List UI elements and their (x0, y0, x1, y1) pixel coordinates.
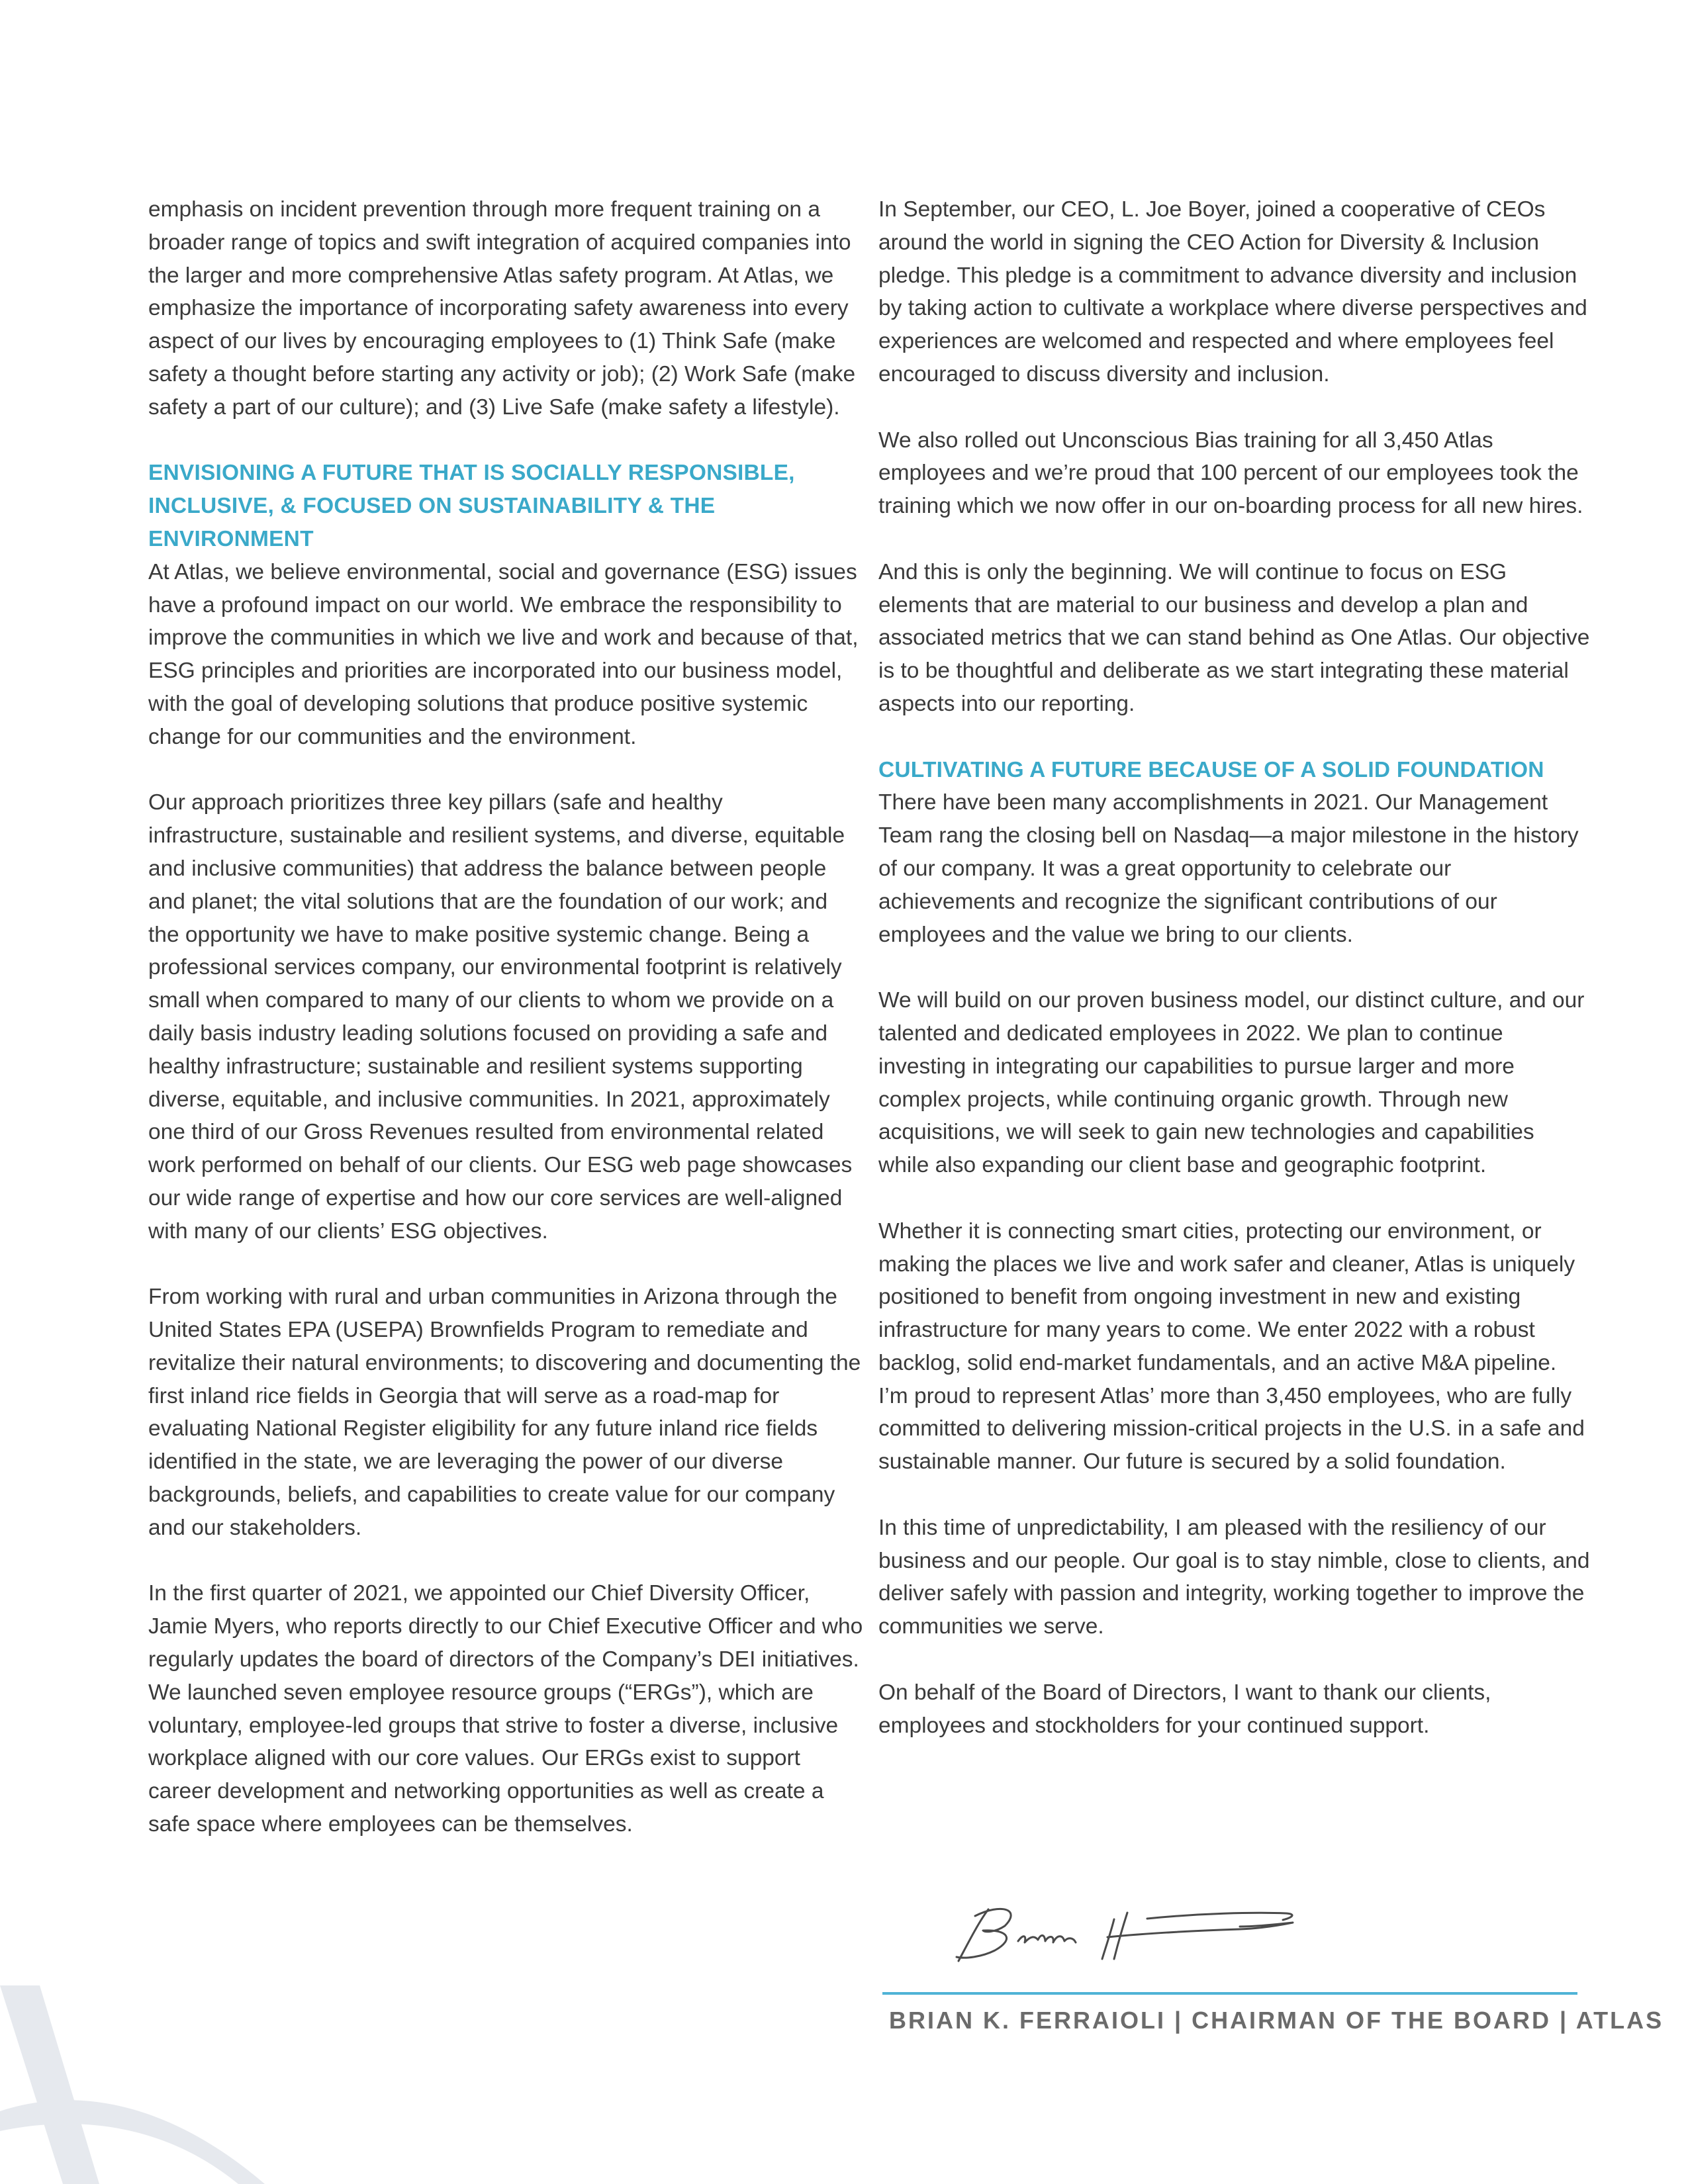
bias-training-paragraph: We also rolled out Unconscious Bias training for all 3,450 Atlas employees and we’re proud that 100 percent of our employees took the training which we now offer in our on-boarding process for all new hires. (878, 428, 1583, 519)
esg-paragraph: At Atlas, we believe environmental, social and governance (ESG) issues have a profound impact on our world. We embrace the responsibility to improve the communities in which we live and work and because of that, ESG principles and priorities are incorporated into our business model, with the goal of developing solutions that produce positive systemic change for our communities and the environment. (148, 559, 859, 749)
signature-caption: BRIAN K. FERRAIOLI | CHAIRMAN OF THE BOARD | ATLAS (889, 2007, 1664, 2034)
communities-paragraph: From working with rural and urban communities in Arizona through the United States EPA (USEPA) Brownfields Program to remediate and revitalize their natural environments; to discovering and documenting the first inland rice fields in Georgia that will serve as a road-map for evaluating National Register eligibility for any future inland rice fields identified in the state, we are leveraging the power of our diverse backgrounds, beliefs, and capabilities to create value for our company and our stakeholders. (148, 1285, 861, 1540)
pillars-paragraph: Our approach prioritizes three key pillars (safe and healthy infrastructure, sustainable and resilient systems, and diverse, equitable and inclusive communities) that address the balance between people and planet; the vital solutions that are the foundation of our work; and the opportunity we have to make positive systemic change. Being a professional services company, our environmental footprint is relatively small when compared to many of our clients to whom we provide on a daily basis industry leading solutions focused on providing a safe and healthy infrastructure; sustainable and resilient systems supporting diverse, equitable, and inclusive communities. In 2021, approximately one third of our Gross Revenues resulted from environmental related work performed on behalf of our clients. Our ESG web page showcases our wide range of expertise and how our core services are well-aligned with many of our clients’ ESG objectives. (148, 790, 853, 1244)
diversity-paragraph: In the first quarter of 2021, we appointed our Chief Diversity Officer, Jamie Myers, who reports directly to our Chief Executive Officer and who regularly updates the board of directors of the Company’s DEI initiatives. We launched seven employee resource groups (“ERGs”), which are voluntary, employee-led groups that strive to foster a diverse, inclusive workplace aligned with our core values. Our ERGs exist to support career development and networking opportunities as well as create a safe space where employees can be themselves. (148, 1581, 863, 1837)
foundation-heading: CULTIVATING A FUTURE BECAUSE OF A SOLID FOUNDATION (878, 757, 1544, 782)
left-column (148, 193, 863, 1874)
intro-paragraph: emphasis on incident prevention through more frequent training on a broader range of topics and swift integration of acquired companies into the larger and more comprehensive Atlas safety program. At Atlas, we emphasize the importance of incorporating safety awareness into every aspect of our lives by encouraging employees to (1) Think Safe (make safety a thought before starting any activity or job); (2) Work Safe (make safety a part of our culture); and (3) Live Safe (make safety a lifestyle). (148, 197, 856, 420)
accomplishments-paragraph: There have been many accomplishments in 2021. Our Management Team rang the closing bell on Nasdaq—a major milestone in the history of our company. It was a great opportunity to celebrate our achievements and recognize the significant contributions of our employees and the value we bring to our clients. (878, 790, 1579, 947)
build-paragraph: We will build on our proven business model, our distinct culture, and our talented and dedicated employees in 2022. We plan to continue investing in integrating our capabilities to pursue larger and more complex projects, while continuing organic growth. Through new acquisitions, we will seek to gain new technologies and capabilities while also expanding our client base and geographic footprint. (878, 988, 1585, 1178)
ceo-pledge-paragraph: In September, our CEO, L. Joe Boyer, joined a cooperative of CEOs around the world in signing the CEO Action for Diversity & Inclusion pledge. This pledge is a commitment to advance diversity and inclusion by taking action to cultivate a workplace where diverse perspectives and experiences are welcomed and respected and where employees feel encouraged to discuss diversity and inclusion. (878, 197, 1587, 387)
atlas-logo-watermark (0, 1972, 278, 2184)
signature-divider (882, 1992, 1577, 1995)
resiliency-paragraph: In this time of unpredictability, I am pleased with the resiliency of our business and our people. Our goal is to stay nimble, close to clients, and deliver safely with passion and integrity, working together to improve the communities we serve. (878, 1515, 1590, 1639)
beginning-paragraph: And this is only the beginning. We will continue to focus on ESG elements that are material to our business and develop a plan and associated metrics that we can stand behind as One Atlas. Our objective is to be thoughtful and deliberate as we start integrating these material aspects into our reporting. (878, 559, 1590, 716)
esg-heading: ENVISIONING A FUTURE THAT IS SOCIALLY RESPONSIBLE, INCLUSIVE, & FOCUSED ON SUSTAINABILITY & THE ENVIRONMENT (148, 461, 795, 551)
right-column (878, 193, 1590, 1775)
thanks-paragraph: On behalf of the Board of Directors, I want to thank our clients, employees and stockholders for your continued support. (878, 1680, 1491, 1738)
handwritten-signature (949, 1896, 1346, 1969)
positioned-paragraph: Whether it is connecting smart cities, protecting our environment, or making the places we live and work safer and cleaner, Atlas is uniquely positioned to benefit from ongoing investment in new and existing infrastructure for many years to come. We enter 2022 with a robust backlog, solid end-market fundamentals, and an active M&A pipeline. I’m proud to represent Atlas’ more than 3,450 employees, who are fully committed to delivering mission-critical projects in the U.S. in a safe and sustainable manner. Our future is secured by a solid foundation. (878, 1218, 1585, 1475)
